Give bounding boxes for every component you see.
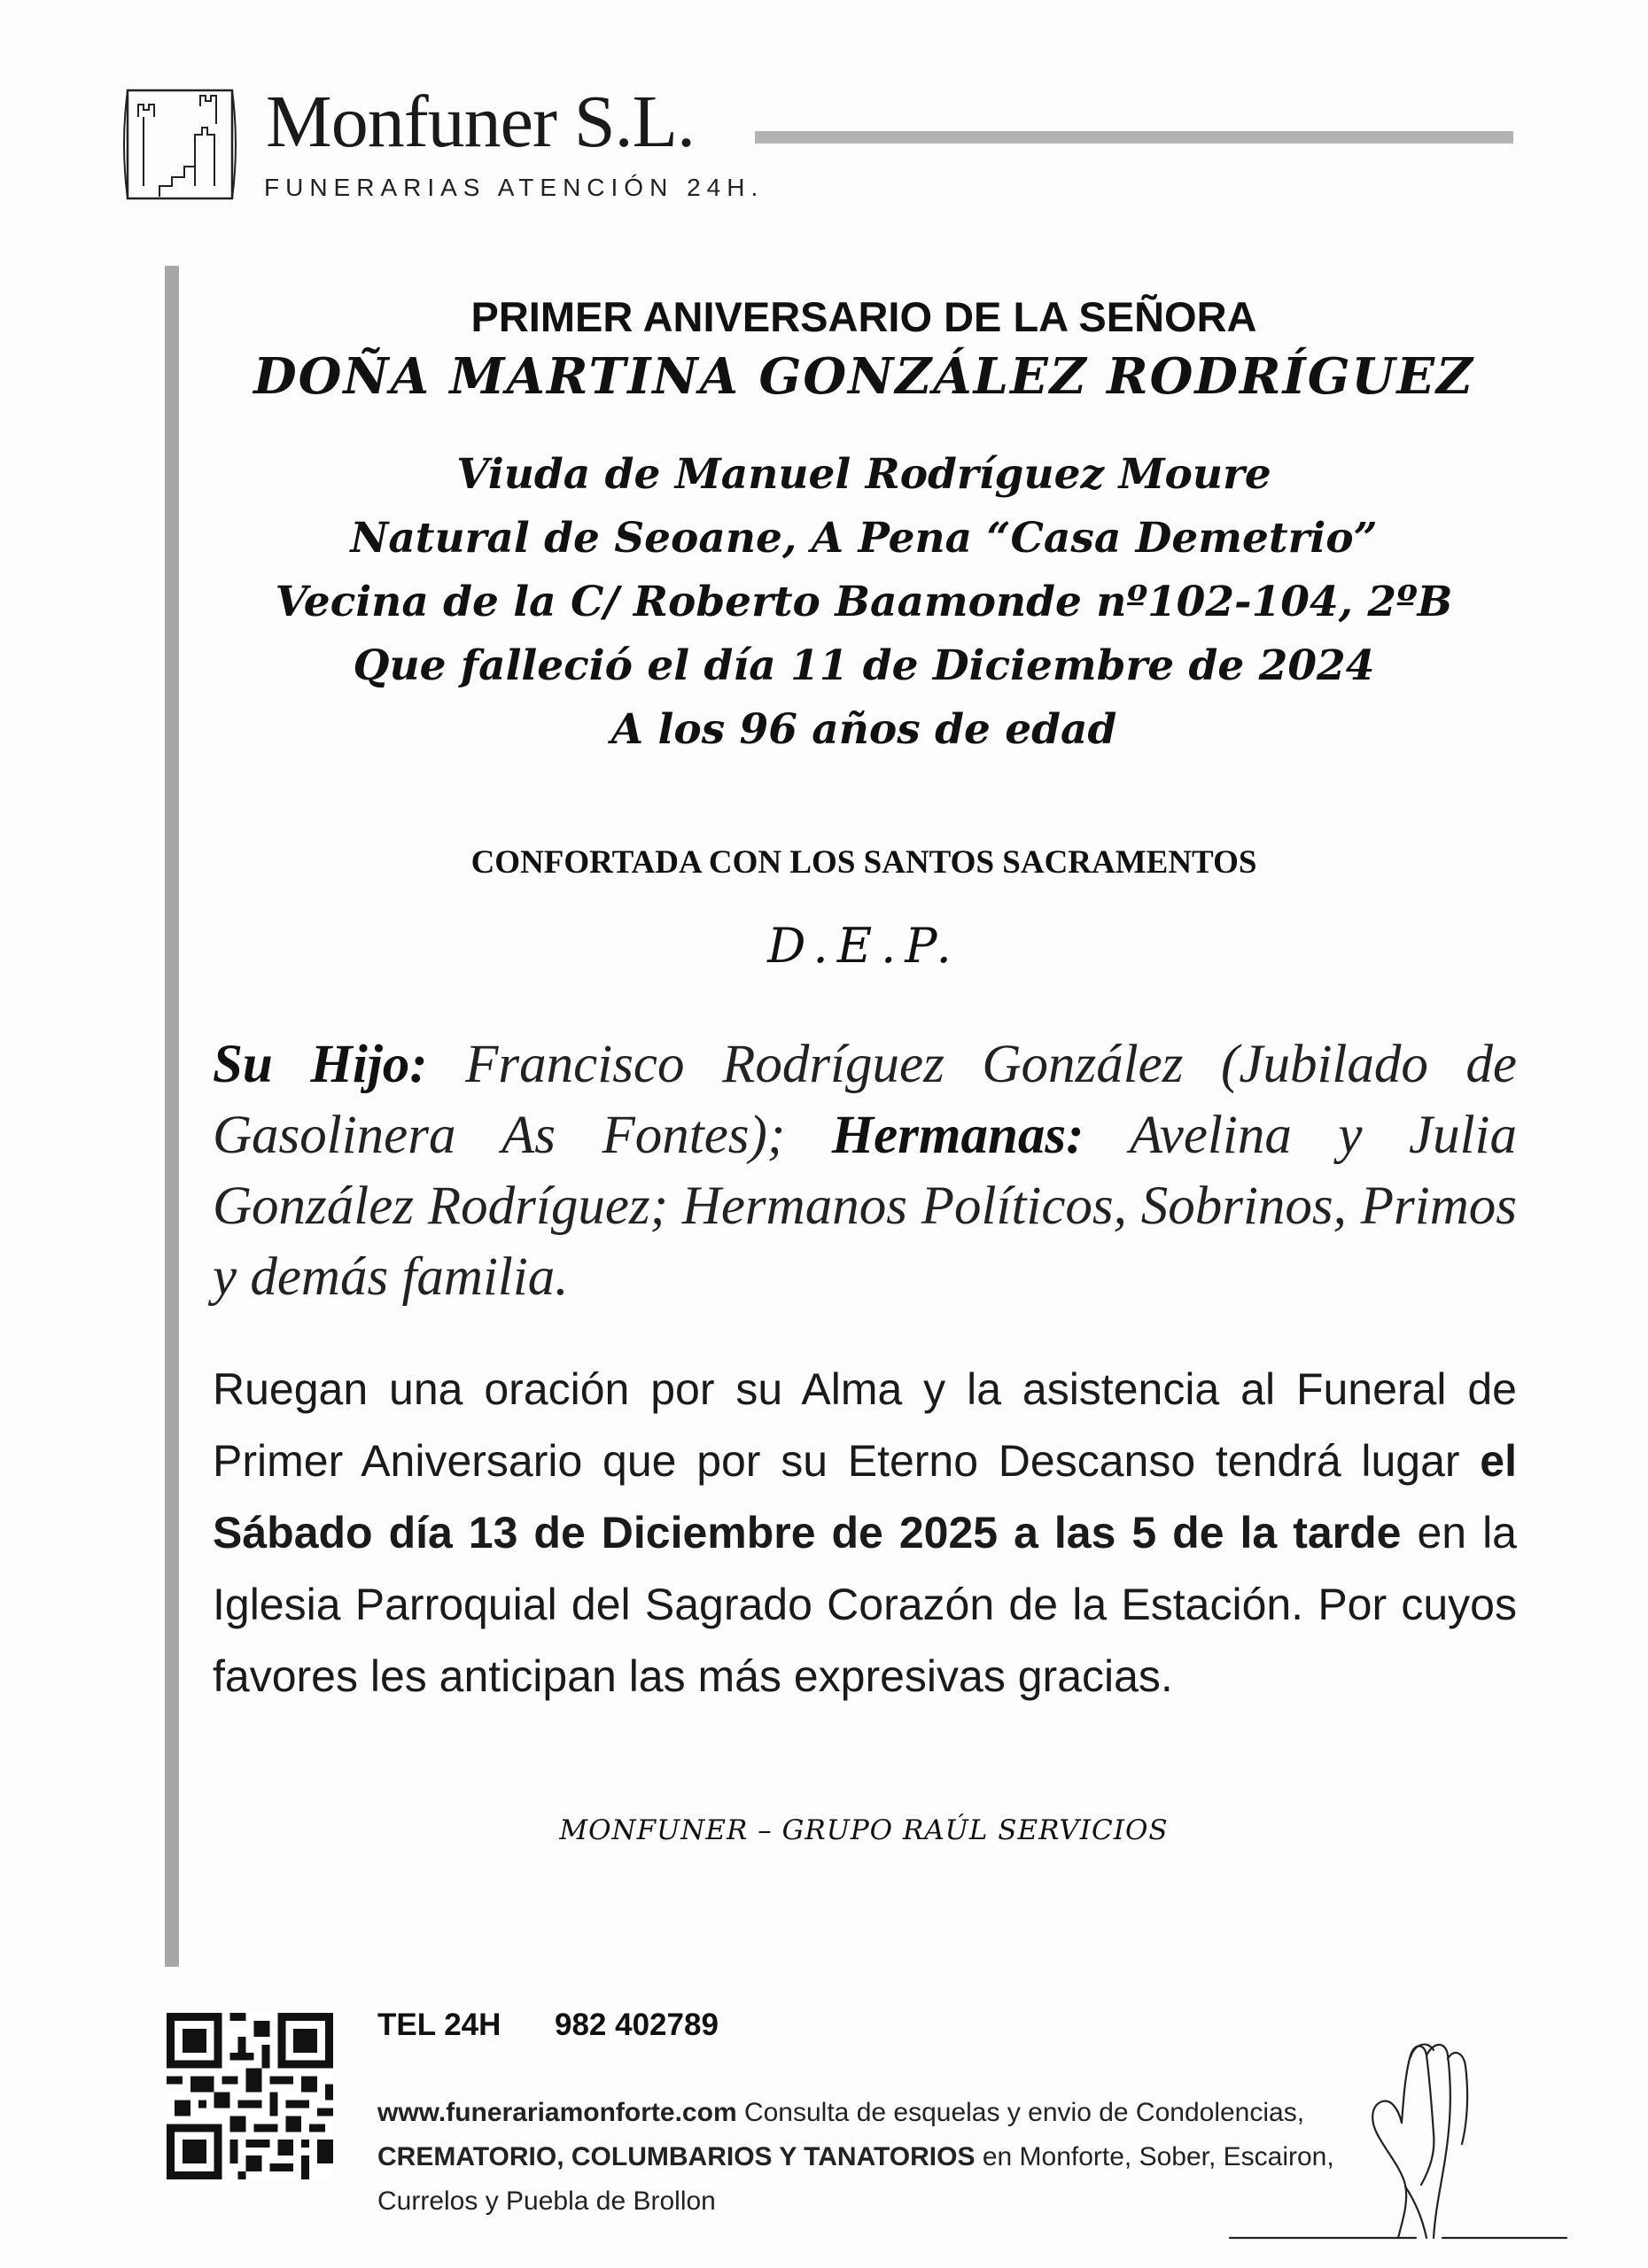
tel-label: TEL 24H [377,2008,501,2042]
deceased-name: DOÑA MARTINA GONZÁLEZ RODRÍGUEZ [253,347,1474,406]
sisters-text: Avelina y Julia González Rodríguez; Hermanos Políticos, Sobrinos, Primos y demás familia. [213,1106,1517,1307]
son-label: Su Hijo: [213,1035,428,1094]
son-text: Francisco Rodríguez González (Jubilado de Gasolinera As Fontes); [213,1035,1517,1165]
request-text-end: en la Iglesia Parroquial del Sagrado Corazón de la Estación. Por cuyos favores les anticipan las más expresivas gracias. [213,1508,1517,1701]
left-border-rule [165,266,179,1967]
detail-line: Vecina de la C/ Roberto Baamonde nº102-104, 2ºB [275,578,1453,626]
website-link[interactable]: www.funerariamonforte.com [377,2098,737,2127]
dep-line: D.E.P. [767,918,960,974]
detail-line: A los 96 años de edad [610,705,1117,754]
footer-info [377,2091,1352,2224]
deceased-details [204,443,1524,762]
footer-text-1: Consulta de esquelas y envio de Condolencias, [736,2098,1305,2127]
detail-line: Que falleció el día 11 de Diciembre de 2024 [353,641,1375,690]
funeral-request-paragraph [213,1354,1517,1713]
sacraments-line: CONFORTADA CON LOS SANTOS SACRAMENTOS [470,844,1257,881]
castle-tower-logo-icon [117,82,243,207]
sisters-label: Hermanas: [831,1106,1084,1165]
brand-name: Monfuner S.L. [266,81,695,163]
funeral-date: el Sábado día 13 de Diciembre de 2025 a las 5 de la tarde [213,1436,1517,1557]
qr-code-icon [167,2013,333,2179]
signature: MONFUNER – GRUPO RAÚL SERVICIOS [559,1814,1169,1846]
header-divider [755,131,1513,144]
request-text: Ruegan una oración por su Alma y la asistencia al Funeral de Primer Aniversario que por su Eterno Descanso tendrá lugar [213,1364,1517,1486]
footer-services: CREMATORIO, COLUMBARIOS Y TANATORIOS [377,2142,976,2171]
praying-hands-icon [1221,2020,1575,2250]
tel-number[interactable]: 982 402789 [555,2008,719,2042]
footer-text-2: en Monforte, Sober, Escairon, Currelos y Puebla de Brollon [377,2142,1334,2216]
notice-heading: PRIMER ANIVERSARIO DE LA SEÑORA [470,293,1257,340]
detail-line: Natural de Seoane, A Pena “Casa Demetrio” [350,514,1378,563]
detail-line: Viuda de Manuel Rodríguez Moure [456,450,1271,499]
family-paragraph [213,1029,1517,1313]
brand-tagline: FUNERARIAS ATENCIÓN 24H. [264,174,765,201]
